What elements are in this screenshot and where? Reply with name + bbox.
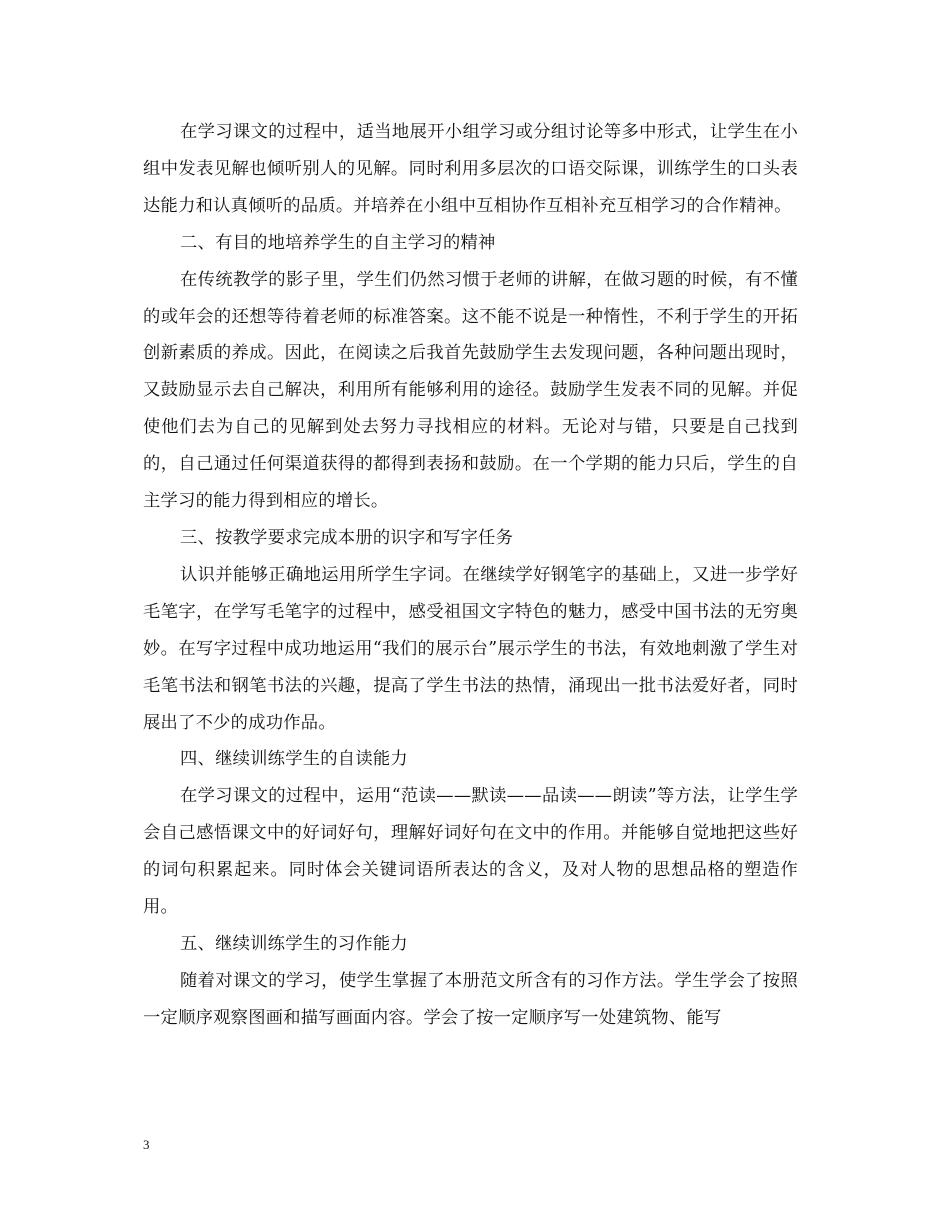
page-number: 3 — [143, 1137, 150, 1152]
paragraph-composition: 随着对课文的学习，使学生掌握了本册范文所含有的习作方法。学生学会了按照一定顺序观察图画和描写画面内容。学会了按一定顺序写一处建筑物、能写 — [143, 970, 798, 1028]
paragraph-reading-ability: 在学习课文的过程中，运用“范读——默读——品读——朗读”等方法，让学生学会自己感悟课文中的好词好句，理解好词好句在文中的作用。并能够自觉地把这些好的词句积累起来。同时体会关键词语所表达的含义，及对人物的思想品格的塑造作用。 — [143, 786, 798, 918]
section-heading-3: 三、按教学要求完成本册的识字和写字任务 — [180, 527, 514, 548]
paragraph-self-study: 在传统教学的影子里，学生们仍然习惯于老师的讲解，在做习题的时候，有不懂的或年会的还想等待着老师的标准答案。这不能不说是一种惰性，不利于学生的开拓创新素质的养成。因此，在阅读之后我首先鼓励学生去发现问题，各种问题出现时，又鼓励显示去自己解决，利用所有能够利用的途径。鼓励学生发表不同的见解。并促使他们去为自己的见解到处去努力寻找相应的材料。无论对与错，只要是自己找到的，自己通过任何渠道获得的都得到表扬和鼓励。在一个学期的能力只后，学生的自主学习的能力得到相应的增长。 — [143, 269, 798, 512]
section-heading-2: 二、有目的地培养学生的自主学习的精神 — [180, 232, 496, 253]
section-heading-4: 四、继续训练学生的自读能力 — [180, 749, 408, 770]
document-body — [143, 114, 798, 1037]
paragraph-group-learning: 在学习课文的过程中，适当地展开小组学习或分组讨论等多中形式，让学生在小组中发表见解也倾听别人的见解。同时利用多层次的口语交际课，训练学生的口头表达能力和认真倾听的品质。并培养在小组中互相协作互相补充互相学习的合作精神。 — [143, 122, 798, 216]
paragraph-writing-characters: 认识并能够正确地运用所学生字词。在继续学好钢笔字的基础上，又进一步学好毛笔字，在学写毛笔字的过程中，感受祖国文字特色的魅力，感受中国书法的无穷奥妙。在写字过程中成功地运用“我们的展示台”展示学生的书法，有效地刺激了学生对毛笔书法和钢笔书法的兴趣，提高了学生书法的热情，涌现出一批书法爱好者，同时展出了不少的成功作品。 — [143, 564, 798, 733]
section-heading-5: 五、继续训练学生的习作能力 — [180, 933, 408, 954]
